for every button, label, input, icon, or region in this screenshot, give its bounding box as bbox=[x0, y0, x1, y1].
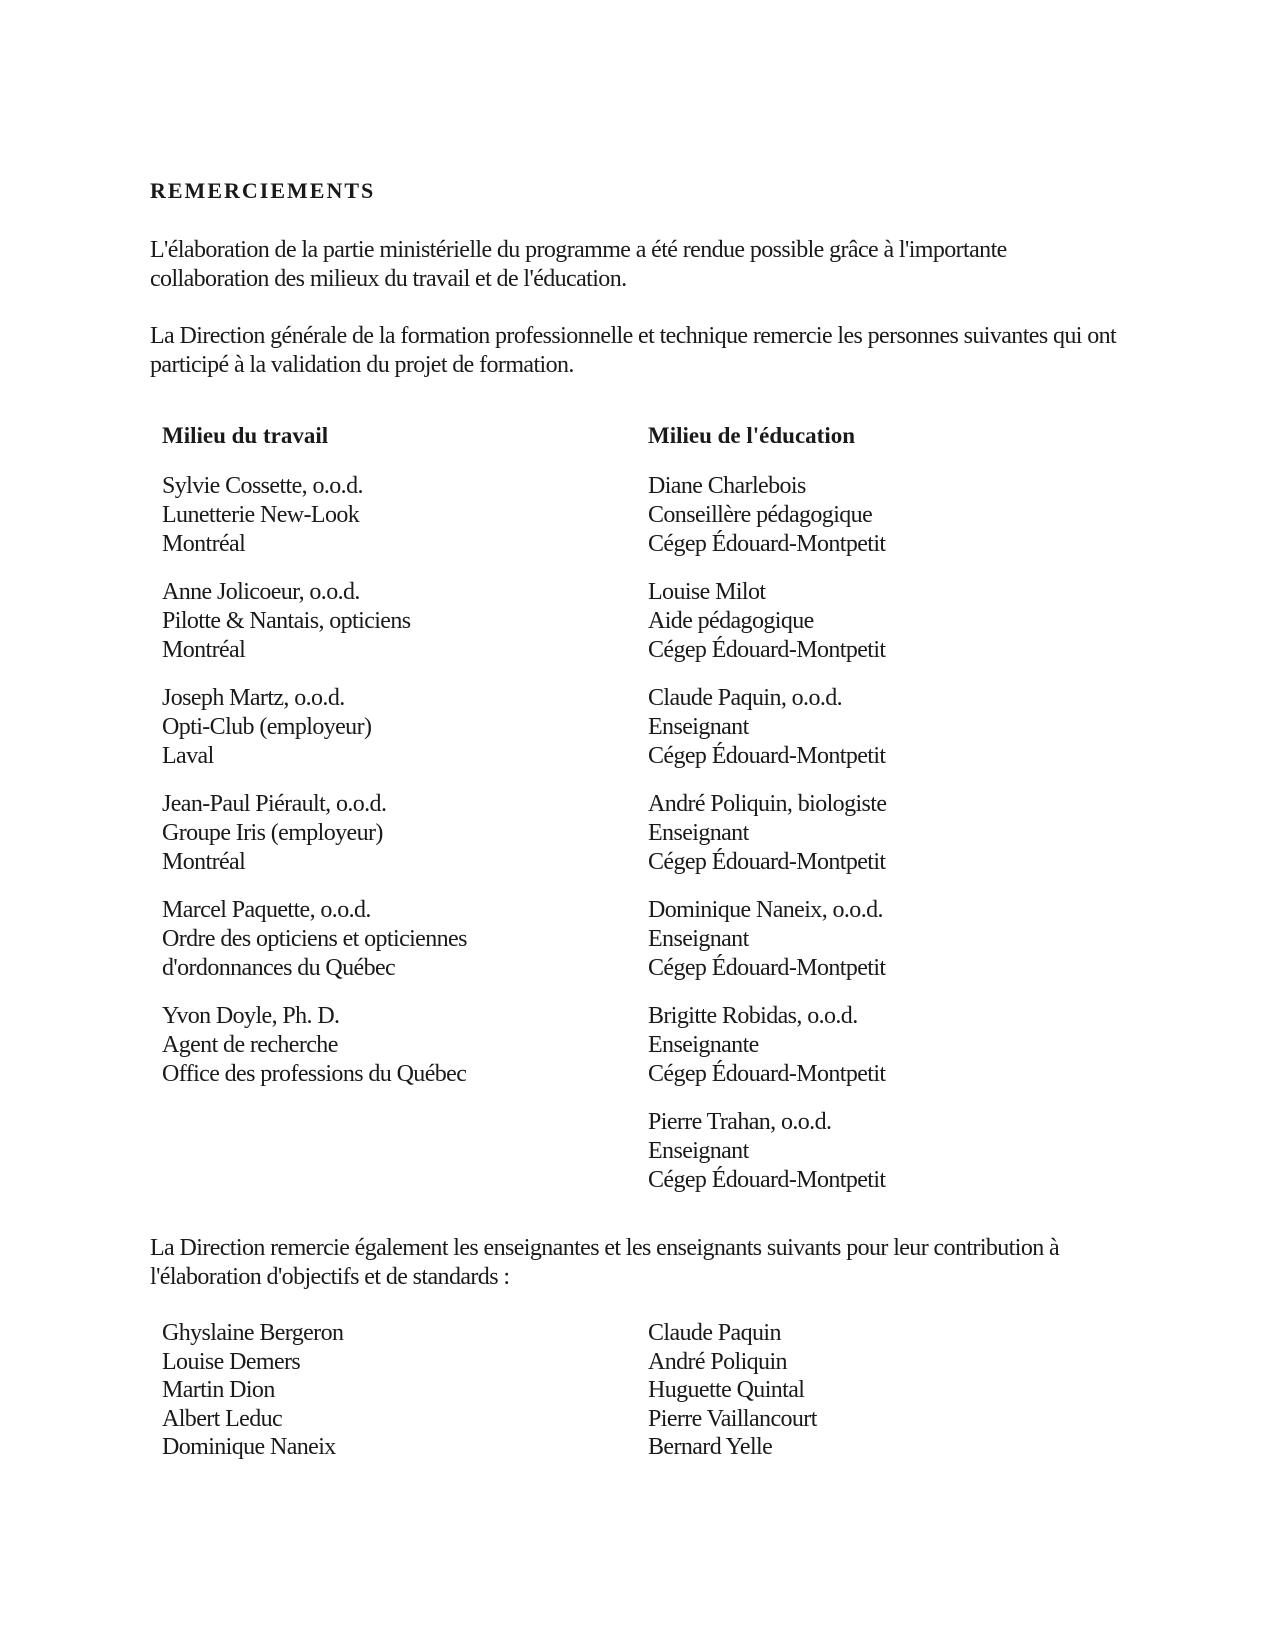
person-name: Claude Paquin, o.o.d. bbox=[648, 685, 843, 711]
person-role: Enseignant bbox=[648, 1138, 749, 1164]
teacher-name: Bernard Yelle bbox=[648, 1434, 773, 1460]
person-role: Enseignant bbox=[648, 926, 749, 952]
education-people-list bbox=[648, 472, 886, 1214]
person-name: Diane Charlebois bbox=[648, 473, 806, 499]
person-place: Cégep Édouard-Montpetit bbox=[648, 743, 886, 769]
page-title: REMERCIEMENTS bbox=[150, 178, 376, 203]
person-role: Enseignant bbox=[648, 820, 749, 846]
person-place: Cégep Édouard-Montpetit bbox=[648, 637, 886, 663]
person-entry bbox=[162, 578, 467, 684]
teacher-name: Pierre Vaillancourt bbox=[648, 1405, 817, 1432]
person-name: Pierre Trahan, o.o.d. bbox=[648, 1109, 832, 1135]
teacher-name: Claude Paquin bbox=[648, 1320, 781, 1346]
person-name: Joseph Martz, o.o.d. bbox=[162, 685, 345, 711]
person-role: Lunetterie New-Look bbox=[162, 502, 360, 528]
person-place: d'ordonnances du Québec bbox=[162, 955, 396, 981]
person-entry bbox=[648, 896, 886, 1002]
validation-paragraph: La Direction générale de la formation professionnelle et technique remercie les personnes suivantes qui ont participé à la validation du projet de formation. bbox=[150, 323, 1117, 378]
teacher-list-right bbox=[648, 1319, 817, 1462]
person-role: Opti-Club (employeur) bbox=[162, 714, 372, 740]
person-entry bbox=[162, 896, 467, 1002]
person-name: Jean-Paul Piérault, o.o.d. bbox=[162, 791, 387, 817]
teacher-name: Dominique Naneix bbox=[162, 1434, 336, 1460]
person-role: Enseignant bbox=[648, 714, 749, 740]
teacher-name: Ghyslaine Bergeron bbox=[162, 1320, 344, 1346]
person-name: Dominique Naneix, o.o.d. bbox=[648, 897, 883, 923]
person-place: Cégep Édouard-Montpetit bbox=[648, 849, 886, 875]
intro-paragraph: L'élaboration de la partie ministérielle du programme a été rendue possible grâce à l'importante collaboration des milieux du travail et de l'éducation. bbox=[150, 237, 1007, 292]
teacher-name: Louise Demers bbox=[162, 1348, 301, 1375]
person-name: André Poliquin, biologiste bbox=[648, 791, 887, 817]
work-people-list bbox=[162, 472, 467, 1108]
person-role: Enseignante bbox=[648, 1032, 759, 1058]
person-place: Cégep Édouard-Montpetit bbox=[648, 1061, 886, 1087]
person-name: Brigitte Robidas, o.o.d. bbox=[648, 1003, 858, 1029]
person-place: Cégep Édouard-Montpetit bbox=[648, 1167, 886, 1193]
person-name: Louise Milot bbox=[648, 579, 766, 605]
person-name: Anne Jolicoeur, o.o.d. bbox=[162, 579, 360, 605]
person-place: Cégep Édouard-Montpetit bbox=[648, 955, 886, 981]
person-place: Office des professions du Québec bbox=[162, 1061, 467, 1087]
person-role: Pilotte & Nantais, opticiens bbox=[162, 608, 411, 634]
person-name: Marcel Paquette, o.o.d. bbox=[162, 897, 371, 923]
person-place: Montréal bbox=[162, 531, 246, 557]
person-place: Cégep Édouard-Montpetit bbox=[648, 531, 886, 557]
person-entry bbox=[648, 790, 886, 896]
person-entry bbox=[648, 684, 886, 790]
person-entry bbox=[648, 1002, 886, 1108]
person-place: Montréal bbox=[162, 637, 246, 663]
person-role: Conseillère pédagogique bbox=[648, 502, 873, 528]
person-name: Yvon Doyle, Ph. D. bbox=[162, 1003, 340, 1029]
person-role: Aide pédagogique bbox=[648, 608, 814, 634]
person-name: Sylvie Cossette, o.o.d. bbox=[162, 473, 363, 499]
person-entry bbox=[648, 1108, 886, 1214]
person-entry bbox=[162, 1002, 467, 1108]
work-column-heading: Milieu du travail bbox=[162, 423, 329, 448]
contribution-paragraph: La Direction remercie également les enseignantes et les enseignants suivants pour leur contribution à l'élaboration d'objectifs et de standards : bbox=[150, 1235, 1060, 1290]
teacher-name: Huguette Quintal bbox=[648, 1377, 805, 1403]
person-role: Agent de recherche bbox=[162, 1032, 338, 1058]
person-entry bbox=[162, 472, 467, 578]
person-entry bbox=[162, 790, 467, 896]
teacher-list-left bbox=[162, 1319, 343, 1462]
person-entry bbox=[648, 472, 886, 578]
person-place: Montréal bbox=[162, 849, 246, 875]
education-column-heading: Milieu de l'éducation bbox=[648, 423, 855, 448]
person-entry bbox=[648, 578, 886, 684]
person-place: Laval bbox=[162, 743, 214, 769]
person-role: Groupe Iris (employeur) bbox=[162, 820, 383, 846]
teacher-name: André Poliquin bbox=[648, 1348, 787, 1375]
teacher-name: Martin Dion bbox=[162, 1377, 275, 1403]
teacher-name: Albert Leduc bbox=[162, 1405, 283, 1432]
person-role: Ordre des opticiens et opticiennes bbox=[162, 926, 467, 952]
person-entry bbox=[162, 684, 467, 790]
